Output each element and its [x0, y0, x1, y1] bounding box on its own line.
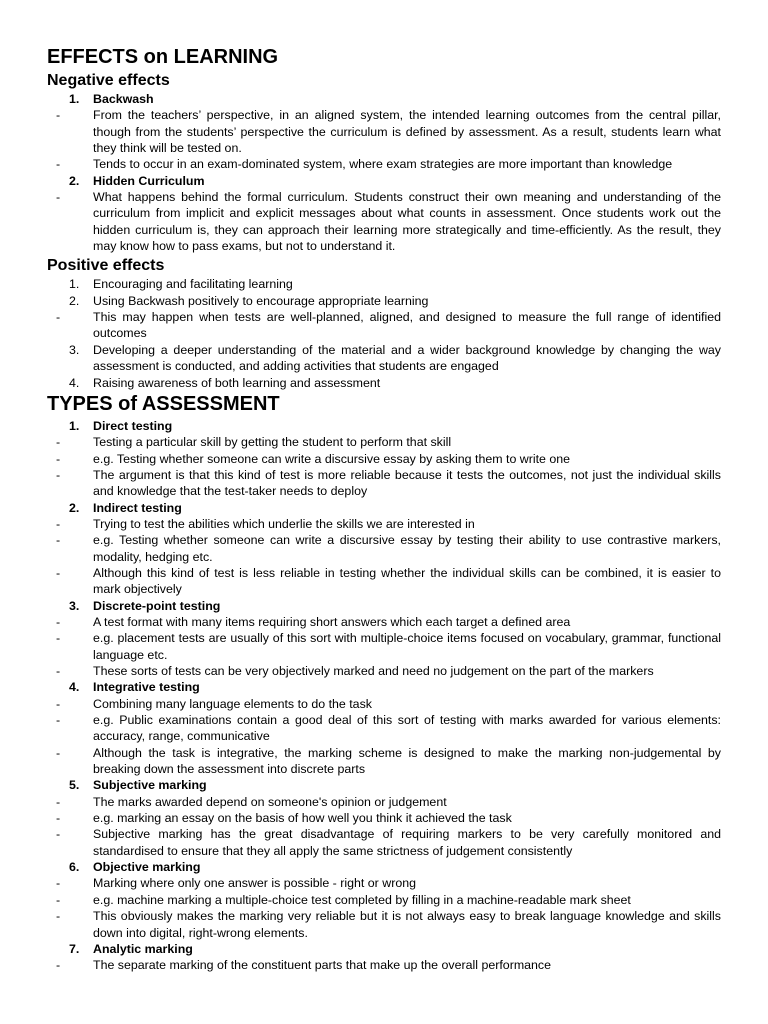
bullet-item [47, 614, 721, 630]
dash-bullet: - [56, 190, 61, 205]
numbered-item [47, 342, 721, 375]
dash-bullet: - [56, 533, 61, 548]
item-number: 3. [69, 598, 80, 613]
item-text: Combining many language elements to do the task [93, 696, 372, 711]
item-number: 5. [69, 778, 80, 793]
section-heading-negative: Negative effects [47, 72, 170, 89]
positive-effects-list [47, 276, 721, 390]
item-text: These sorts of tests can be very objectively marked and need no judgement on the part of the markers [93, 664, 654, 678]
dash-bullet: - [56, 310, 61, 325]
section-heading-positive: Positive effects [47, 257, 165, 275]
item-text: Encouraging and facilitating learning [93, 277, 293, 292]
numbered-item [47, 777, 721, 793]
item-text: Trying to test the abilities which underlie the skills we are interested in [93, 516, 475, 531]
dash-bullet: - [56, 157, 61, 172]
bullet-item [47, 892, 721, 908]
dash-bullet: - [56, 451, 61, 466]
dash-bullet: - [56, 892, 61, 907]
item-text: Subjective marking has the great disadvantage of requiring markers to be very carefully monitored and standardised to ensure that they all apply the same strictness of judgement consistently [93, 827, 721, 858]
item-text: Tends to occur in an exam-dominated system, where exam strategies are more important than knowledge [93, 157, 673, 172]
dash-bullet: - [56, 713, 61, 728]
bullet-item [47, 451, 721, 467]
item-number: 6. [69, 860, 80, 875]
dash-bullet: - [56, 876, 61, 891]
numbered-item [47, 276, 721, 292]
dash-bullet: - [56, 516, 61, 531]
dash-bullet: - [56, 467, 61, 482]
item-text: The marks awarded depend on someone's opinion or judgement [93, 794, 447, 809]
dash-bullet: - [56, 614, 61, 629]
bullet-item [47, 826, 721, 859]
item-text: What happens behind the formal curriculum. Students construct their own meaning and understanding of the curriculum from implicit and explicit messages about what counts in assessment. Once students work out the hidden curriculum is, they can approach their learning more strategically and time-efficiently. As the result, they may know how to pass exams, but not to understand it. [93, 190, 721, 254]
numbered-item [47, 598, 721, 614]
item-text: This obviously makes the marking very reliable but it is not always easy to break language knowledge and skills down into digital, right-wrong elements. [93, 909, 721, 940]
bullet-item [47, 663, 721, 679]
bullet-item [47, 957, 721, 973]
item-text: Raising awareness of both learning and assessment [93, 375, 381, 390]
item-text: Although this kind of test is less reliable in testing whether the individual skills can be combined, it is easier to mark objectively [93, 565, 721, 597]
bullet-item [47, 434, 721, 450]
dash-bullet: - [56, 958, 61, 973]
numbered-item [47, 293, 721, 309]
numbered-item [47, 859, 721, 875]
bullet-item [47, 565, 721, 598]
item-number: 2. [69, 173, 80, 188]
bullet-item [47, 189, 721, 254]
item-text: Hidden Curriculum [93, 173, 205, 188]
bullet-item [47, 794, 721, 810]
item-number: 4. [69, 680, 80, 695]
item-number: 2. [69, 500, 80, 515]
dash-bullet: - [56, 827, 61, 842]
item-text: Testing a particular skill by getting the student to perform that skill [93, 435, 452, 450]
dash-bullet: - [56, 811, 61, 826]
numbered-item [47, 679, 721, 695]
item-text: Direct testing [93, 418, 173, 433]
numbered-item [47, 91, 721, 107]
item-text: The argument is that this kind of test is more reliable because it tests the outcomes, not just the individual skills and knowledge that the test-taker needs to deploy [93, 467, 721, 499]
item-text: e.g. Testing whether someone can write a discursive essay by testing their ability to use contrastive markers, modality, hedging etc. [93, 533, 721, 564]
item-number: 1. [69, 418, 80, 433]
numbered-item [47, 500, 721, 516]
item-text: e.g. Testing whether someone can write a discursive essay by asking them to write one [93, 451, 571, 466]
item-text: A test format with many items requiring short answers which each target a defined area [93, 614, 571, 629]
dash-bullet: - [56, 696, 61, 711]
item-text: Analytic marking [93, 941, 193, 956]
item-number: 2. [69, 293, 80, 308]
item-text: Marking where only one answer is possible - right or wrong [93, 876, 416, 891]
item-text: e.g. placement tests are usually of this sort with multiple-choice items focused on vocabulary, grammar, functional language etc. [93, 631, 721, 662]
item-text: Although the task is integrative, the marking scheme is designed to make the marking non-judgemental by breaking down the assessment into discrete parts [93, 745, 721, 777]
item-text: e.g. marking an essay on the basis of how well you think it achieved the task [93, 811, 512, 826]
item-number: 1. [69, 277, 80, 292]
dash-bullet: - [56, 909, 61, 924]
dash-bullet: - [56, 108, 61, 123]
item-text: Using Backwash positively to encourage appropriate learning [93, 293, 429, 308]
numbered-item [47, 941, 721, 957]
bullet-item [47, 712, 721, 745]
bullet-item [47, 107, 721, 156]
dash-bullet: - [56, 565, 61, 580]
bullet-item [47, 810, 721, 826]
item-number: 1. [69, 92, 80, 106]
item-text: Integrative testing [93, 680, 200, 695]
dash-bullet: - [56, 435, 61, 450]
bullet-item [47, 908, 721, 941]
types-of-assessment-list [47, 418, 721, 974]
numbered-item [47, 418, 721, 434]
bullet-item [47, 156, 721, 172]
negative-effects-list [47, 91, 721, 254]
item-text: Indirect testing [93, 500, 182, 515]
bullet-item [47, 516, 721, 532]
numbered-item [47, 173, 721, 189]
item-text: Subjective marking [93, 778, 207, 793]
bullet-item [47, 696, 721, 712]
item-text: Discrete-point testing [93, 598, 221, 613]
section-heading-types: TYPES of ASSESSMENT [47, 392, 280, 415]
dash-bullet: - [56, 745, 61, 760]
document-page [47, 45, 721, 974]
item-text: This may happen when tests are well-planned, aligned, and designed to measure the full range of identified outcomes [93, 310, 721, 341]
item-text: e.g. machine marking a multiple-choice test completed by filling in a machine-readable mark sheet [93, 892, 631, 907]
bullet-item [47, 532, 721, 565]
bullet-item [47, 745, 721, 778]
bullet-item [47, 309, 721, 342]
item-number: 3. [69, 342, 80, 357]
item-text: Developing a deeper understanding of the material and a wider background knowledge by changing the way assessment is conducted, and adding activities that students are engaged [93, 342, 721, 374]
item-text: e.g. Public examinations contain a good deal of this sort of testing with marks awarded for various elements: accuracy, range, communicative [93, 713, 721, 744]
item-text: Objective marking [93, 860, 201, 875]
dash-bullet: - [56, 664, 61, 678]
item-text: Backwash [93, 92, 154, 106]
item-text: The separate marking of the constituent parts that make up the overall performance [93, 958, 552, 973]
item-text: From the teachers’ perspective, in an aligned system, the intended learning outcomes from the central pillar, though from the students’ perspective the curriculum is defined by assessment. As a result, students learn what they think will be tested on. [93, 108, 721, 156]
bullet-item [47, 875, 721, 891]
item-number: 7. [69, 941, 80, 956]
item-number: 4. [69, 375, 80, 390]
document-title: EFFECTS on LEARNING [47, 46, 279, 68]
dash-bullet: - [56, 631, 61, 646]
bullet-item [47, 467, 721, 500]
bullet-item [47, 630, 721, 663]
dash-bullet: - [56, 794, 61, 809]
numbered-item [47, 375, 721, 391]
